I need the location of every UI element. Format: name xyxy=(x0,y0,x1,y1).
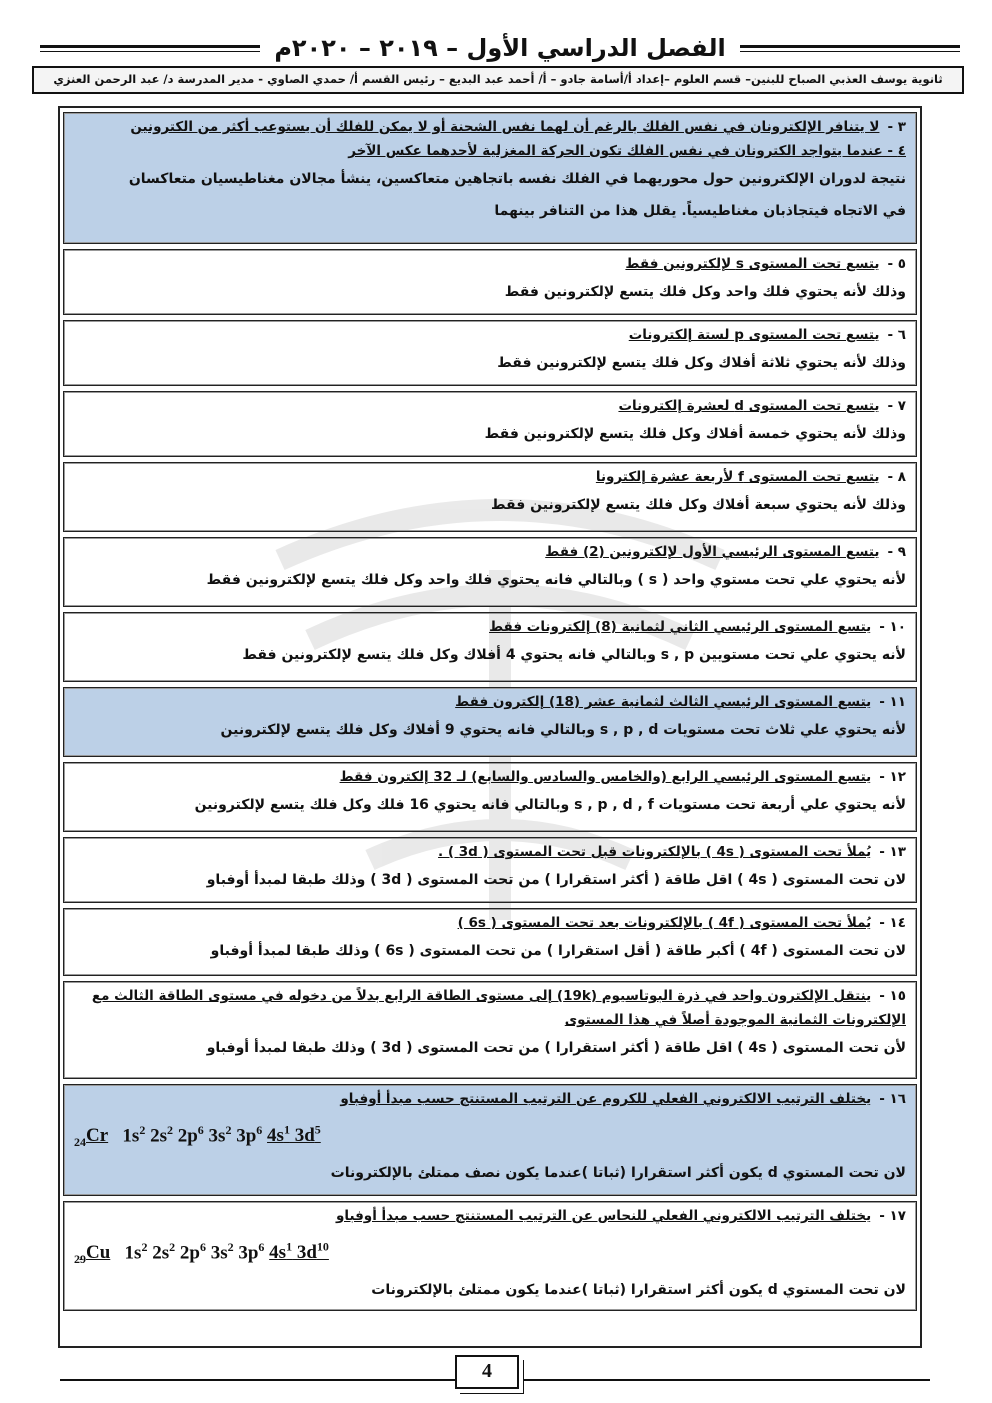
question-card-3 xyxy=(63,112,917,244)
question-card-17 xyxy=(63,1201,917,1311)
question-card-14 xyxy=(63,908,917,976)
header-rule-right xyxy=(740,45,960,52)
header-rule-left xyxy=(40,45,260,52)
questions-frame xyxy=(58,106,922,1348)
copper-configuration: $_{29}$Cu $1s^2$ $2s^2$ $2p^6$ $3s^2$ $3p^6$ $4s^1$ $3d^{10}$ xyxy=(74,1240,329,1267)
answer-line: وذلك لأنه يحتوي فلك واحد وكل فلك يتسع لإلكترونين فقط xyxy=(504,284,906,300)
question-card-15 xyxy=(63,981,917,1079)
question-line: ١٣ -يُملأ تحت المستوى ( 4s ) بالإلكترونات قبل تحت المستوى ( 3d ) . xyxy=(438,844,906,860)
page-header xyxy=(40,30,960,66)
school-credits: ثانوية يوسف العذبي الصباح للبنين– قسم العلوم –إعداد أ/أسامة جادو – أ/ أحمد عبد البديع – رئيس القسم أ/ حمدي الصاوي - مدير المدرسة د/ عبد الرحمن العنزي xyxy=(32,66,964,94)
answer-line: لان تحت المستوي d يكون أكثر استقرارا (ثباتا )عندما يكون نصف ممتلئ بالإلكترونات xyxy=(330,1165,906,1182)
answer-line: وذلك لأنه يحتوي ثلاثة أفلاك وكل فلك يتسع لإلكترونين فقط xyxy=(497,355,906,371)
question-line: ١٧ -يختلف الترتيب الالكتروني الفعلي للنحاس عن الترتيب المستنتج حسب مبدأ أوفباو xyxy=(336,1208,906,1224)
question-card-9 xyxy=(63,537,917,607)
question-card-7 xyxy=(63,391,917,457)
question-line: ٨ -يتسع تحت المستوى f لأربعة عشرة إلكترونا xyxy=(595,469,906,485)
question-card-16 xyxy=(63,1084,917,1196)
question-line: ٩ -يتسع المستوى الرئيسي الأول لإلكترونين (2) فقط xyxy=(545,544,906,560)
question-line: ٥ -يتسع تحت المستوى s لإلكترونين فقط xyxy=(625,256,906,272)
question-line: ١١ -يتسع المستوى الرئيسي الثالث لثمانية عشر (18) إلكترون فقط xyxy=(455,694,906,710)
question-card-8 xyxy=(63,462,917,532)
question-line: ١٥ -ينتقل الإلكترون واحد في ذرة البوتاسيوم (19k) إلى مستوى الطاقة الرابع بدلاً من دخوله في مستوى الطاقة الثالث مع xyxy=(91,988,906,1004)
question-card-6 xyxy=(63,320,917,386)
question-line: ١٦ -يختلف الترتيب الالكتروني الفعلي للكروم عن الترتيب المستنتج حسب مبدأ أوفباو xyxy=(340,1091,906,1107)
answer-line: لان تحت المستوي d يكون أكثر استقرارا (ثباتا )عندما يكون ممتلئ بالإلكترونات xyxy=(371,1282,906,1299)
answer-line: نتيجة لدوران الإلكترونين حول محوريهما في الفلك نفسه باتجاهين متعاكسين، ينشأ مجالان مغناطيسيان متعاكسان xyxy=(128,171,906,187)
chromium-configuration: $_{24}$Cr $1s^2$ $2s^2$ $2p^6$ $3s^2$ $3p^6$ $4s^1$ $3d^5$ xyxy=(74,1123,321,1150)
question-line: ١٠ -يتسع المستوى الرئيسي الثاني لثمانية (8) إلكترونات فقط xyxy=(489,619,906,635)
question-card-10 xyxy=(63,612,917,682)
answer-line: لان تحت المستوى ( 4s ) اقل طاقة ( أكثر استقرارا ) من تحت المستوى ( 3d ) وذلك طبقا لمبدأ أوفباو xyxy=(206,872,906,888)
answer-line-2: في الاتجاه فيتجاذبان مغناطيسياً. يقلل هذا من التنافر بينهما xyxy=(494,203,906,219)
page-number: 4 xyxy=(455,1355,519,1389)
question-card-12 xyxy=(63,762,917,832)
question-card-11 xyxy=(63,687,917,757)
answer-line: لأنه يحتوي علي تحت مستويين s , p وبالتالي فانه يحتوي 4 أفلاك وكل فلك يتسع لإلكترونين فقط xyxy=(242,647,906,663)
answer-line: لأنه يحتوي علي أربعة تحت مستويات s , p , d , f وبالتالي فانه يحتوي 16 فلك وكل فلك يتسع لإلكترونين xyxy=(194,797,906,813)
answer-line: وذلك لأنه يحتوي سبعة أفلاك وكل فلك يتسع لإلكترونين فقط xyxy=(491,497,906,513)
page-title: الفصل الدراسي الأول – ٢٠١٩ – ٢٠٢٠م xyxy=(274,34,726,62)
question-line: ٦ -يتسع تحت المستوى p لستة إلكترونات xyxy=(628,327,906,343)
answer-line: لأنه يحتوي علي تحت مستوي واحد ( s ) وبالتالي فانه يحتوي فلك واحد وكل فلك يتسع لإلكترونين فقط xyxy=(206,572,906,588)
question-line: ٣ -لا يتنافر الإلكترونان في نفس الفلك بالرغم أن لهما نفس الشحنة أو لا يمكن للفلك أن يستوعب أكثر من الكترونين xyxy=(130,119,906,135)
question-line-4: ٤ - عندما يتواجد الكترونان في نفس الفلك تكون الحركة المغزلية لأحدهما عكس الآخر xyxy=(348,143,906,159)
answer-line: لأنه يحتوي علي ثلاث تحت مستويات s , p , d وبالتالي فانه يحتوي 9 أفلاك وكل فلك يتسع لإلكترونين xyxy=(220,722,906,738)
question-line: ١٢ -يتسع المستوى الرئيسي الرابع (والخامس والسادس والسابع) لـ 32 إلكترون فقط xyxy=(339,769,906,785)
question-card-13 xyxy=(63,837,917,903)
answer-line: وذلك لأنه يحتوي خمسة أفلاك وكل فلك يتسع لإلكترونين فقط xyxy=(484,426,906,442)
question-line-2: الإلكترونات الثمانية الموجودة أصلاً في هذا المستوى xyxy=(564,1012,906,1028)
answer-line: لان تحت المستوى ( 4f ) أكبر طاقة ( أقل استقرارا ) من تحت المستوى ( 6s ) وذلك طبقا لمبدأ أوفباو xyxy=(210,943,906,959)
answer-line: لأن تحت المستوى ( 4s ) اقل طاقة ( أكثر استقرارا ) من تحت المستوى ( 3d ) وذلك طبقا لمبدأ أوفباو xyxy=(206,1040,906,1056)
question-card-5 xyxy=(63,249,917,315)
question-line: ١٤ -يُملأ تحت المستوى ( 4f ) بالإلكترونات بعد تحت المستوى ( 6s ) xyxy=(457,915,906,931)
question-line: ٧ -يتسع تحت المستوى d لعشرة إلكترونات xyxy=(618,398,906,414)
